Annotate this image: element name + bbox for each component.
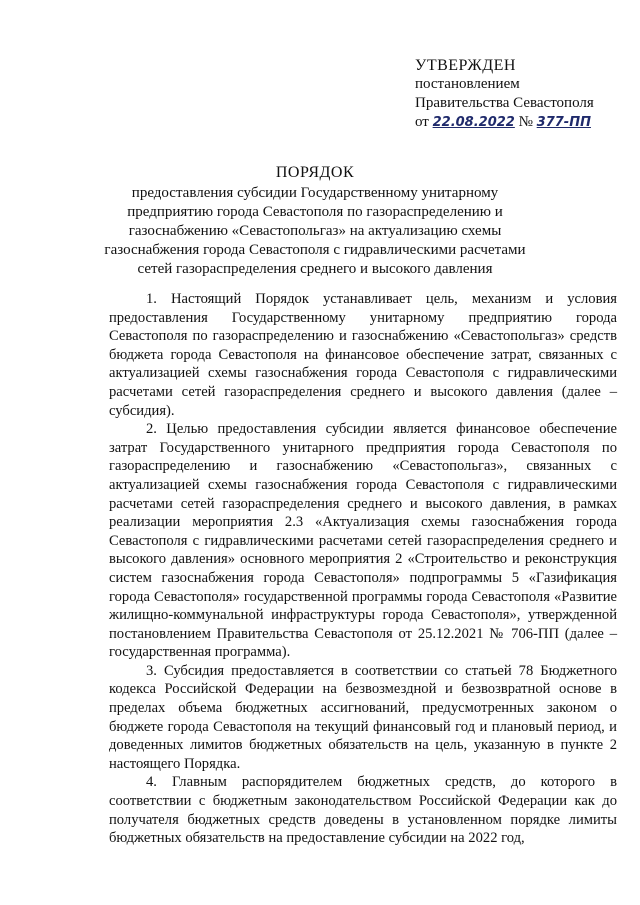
title-heading: ПОРЯДОК [275,164,355,181]
handwritten-date: 22.08.2022 [432,115,515,130]
paragraph-1: 1. Настоящий Порядок устанавливает цель, механизм и условия предоставления Государственному унитарному предприятию города Севастополя по газораспределению и газоснабжению «Севастопольгаз» средств бюджета города Севастополя на финансовое обеспечение затрат, связанных с актуализацией схемы газоснабжения города Севастополя с гидравлическими расчетами сетей газораспределения среднего и высокого давления (далее – субсидия). [109,291,617,419]
approval-line-2: Правительства Севастополя [415,95,594,111]
approval-date-line [415,113,625,132]
title-subtitle: предоставления субсидии Государственному унитарному предприятию города Севастополя по газораспределению и газоснабжению «Севастопольгаз» на актуализацию схемы газоснабжения города Севастополя с гидравлическими расчетами сетей газораспределения среднего и высокого давления [104,185,526,277]
approval-stamp [415,56,625,132]
approval-line-1: постановлением [415,76,520,92]
handwritten-number: 377-ПП [536,115,591,130]
paragraph-2: 2. Целью предоставления субсидии является финансовое обеспечение затрат Государственного унитарного предприятия города Севастополя по газораспределению и газоснабжению «Севастопольгаз», связанных с актуализацией схемы газоснабжения города Севастополя с гидравлическими расчетами сетей газораспределения среднего и высокого давления, в рамках реализации мероприятия 2.3 «Актуализация схемы газоснабжения города Севастополя с гидравлическими расчетами сетей газораспределения среднего и высокого давления» основного мероприятия 2 «Строительство и реконструкция систем газоснабжения города Севастополя» подпрограммы 5 «Газификация города Севастополя» государственной программы города Севастополя «Развитие жилищно-коммунальной инфраструктуры города Севастополя», утвержденной постановлением Правительства Севастополя от 25.12.2021 № 706-ПП (далее – государственная программа). [109,421,617,661]
approval-heading: УТВЕРЖДЕН [415,57,516,74]
date-prefix: от [415,114,429,130]
number-prefix: № [518,114,533,130]
paragraph-3: 3. Субсидия предоставляется в соответствии со статьей 78 Бюджетного кодекса Российской Федерации на безвозмездной и безвозвратной основе в пределах объема бюджетных ассигнований, предусмотренных законом о бюджете города Севастополя на текущий финансовый год и плановый период, и доведенных лимитов бюджетных обязательств на цель, указанную в пункте 2 настоящего Порядка. [109,662,617,772]
paragraph-4: 4. Главным распорядителем бюджетных средств, до которого в соответствии с бюджетным законодательством Российской Федерации как до получателя бюджетных средств доведены в установленном порядке лимиты бюджетных обязательств на предоставление субсидии на 2022 год, [109,774,617,847]
document-body [109,290,617,848]
document-title [100,163,530,279]
